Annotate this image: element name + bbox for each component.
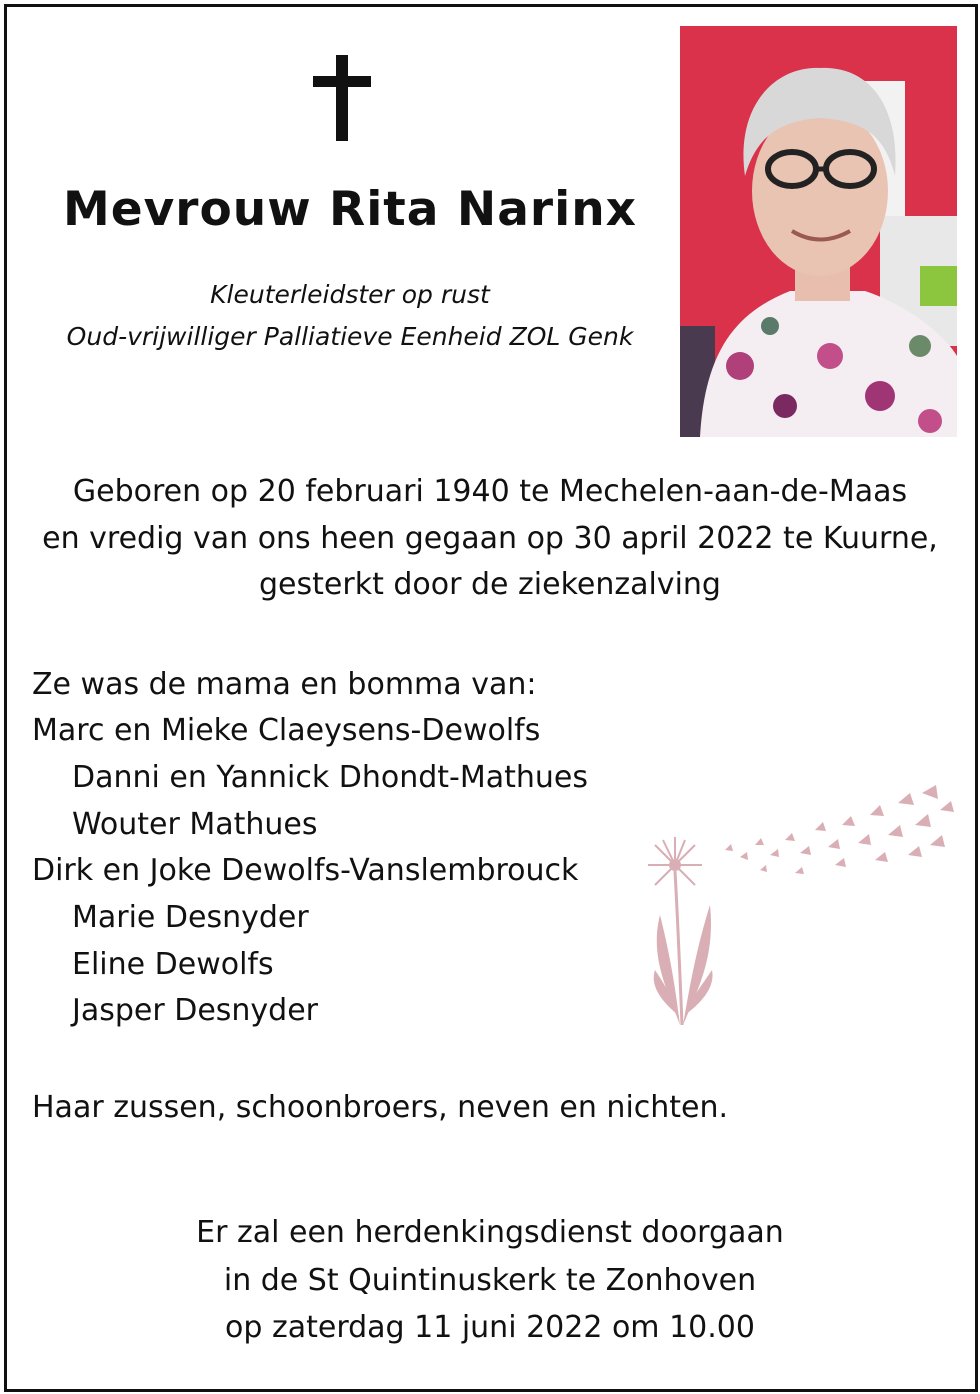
cross-icon: [310, 55, 374, 141]
deceased-name: Mevrouw Rita Narinx: [63, 182, 637, 237]
family-member: Marie Desnyder: [72, 900, 309, 935]
family-member: Danni en Yannick Dhondt-Mathues: [72, 760, 588, 795]
subtitle-line-2: Oud-vrijwilliger Palliatieve Eenheid ZOL Genk: [66, 322, 634, 351]
service-line-2: in de St Quintinuskerk te Zonhoven: [223, 1263, 757, 1298]
birth-line: Geboren op 20 februari 1940 te Mechelen-aan-de-Maas: [72, 474, 908, 509]
dandelion-butterflies-icon: [630, 785, 960, 1035]
family-member: Wouter Mathues: [72, 807, 318, 842]
family-member: Jasper Desnyder: [72, 993, 319, 1028]
death-line: en vredig van ons heen gegaan op 30 april 2022 te Kuurne,: [42, 521, 938, 556]
service-line-1: Er zal een herdenkingsdienst doorgaan: [196, 1215, 784, 1250]
sacrament-line: gesterkt door de ziekenzalving: [259, 567, 721, 602]
family-member: Marc en Mieke Claeysens-Dewolfs: [32, 713, 541, 748]
subtitle-line-1: Kleuterleidster op rust: [210, 280, 490, 309]
service-line-3: op zaterdag 11 juni 2022 om 10.00: [225, 1310, 755, 1345]
family-intro: Ze was de mama en bomma van:: [32, 667, 537, 702]
family-member: Dirk en Joke Dewolfs-Vanslembrouck: [32, 853, 579, 888]
portrait-photo: [680, 26, 957, 437]
extended-family: Haar zussen, schoonbroers, neven en nichten.: [32, 1090, 729, 1125]
family-member: Eline Dewolfs: [72, 947, 274, 982]
